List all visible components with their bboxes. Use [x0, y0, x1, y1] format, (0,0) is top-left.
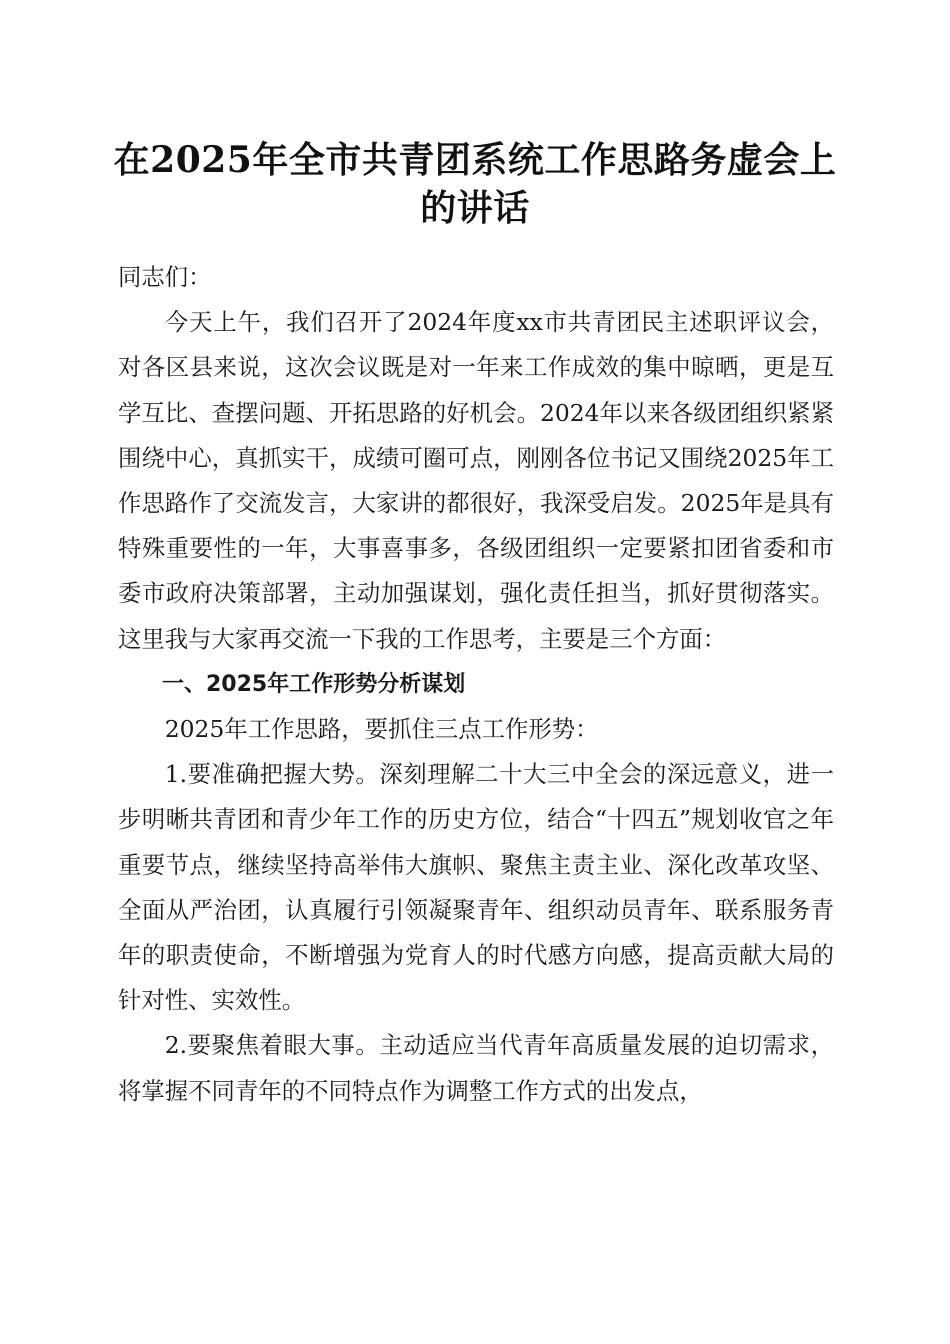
document-title: 在2025年全市共青团系统工作思路务虚会上的讲话 [113, 139, 837, 229]
point-1-paragraph: 1.要准确把握大势。深刻理解二十大三中全会的深远意义，进一步明晰共青团和青少年工作的历史方位，结合“十四五”规划收官之年重要节点，继续坚持高举伟大旗帜、聚焦主责主业、深化改革攻坚、全面从严治团，认真履行引领凝聚青年、组织动员青年、联系服务青年的职责使命，不断增强为党育人的时代感方向感，提高贡献大局的针对性、实效性。 [118, 760, 834, 1015]
document-body [118, 255, 834, 1114]
point-2-paragraph: 2.要聚焦着眼大事。主动适应当代青年高质量发展的迫切需求，将掌握不同青年的不同特点作为调整工作方式的出发点， [118, 1031, 834, 1105]
opening-paragraph: 今天上午，我们召开了2024年度xx市共青团民主述职评议会，对各区县来说，这次会议既是对一年来工作成效的集中晾晒，更是互学互比、查摆问题、开拓思路的好机会。2024年以来各级团组织紧紧围绕中心，真抓实干，成绩可圈可点，刚刚各位书记又围绕2025年工作思路作了交流发言，大家讲的都很好，我深受启发。2025年是具有特殊重要性的一年，大事喜事多，各级团组织一定要紧扣团省委和市委市政府决策部署，主动加强谋划，强化责任担当，抓好贯彻落实。这里我与大家再交流一下我的工作思考，主要是三个方面： [118, 308, 834, 653]
salutation: 同志们： [118, 263, 212, 291]
section-intro: 2025年工作思路，要抓住三点工作形势： [164, 715, 599, 744]
section-heading: 一、2025年工作形势分析谋划 [162, 671, 466, 697]
